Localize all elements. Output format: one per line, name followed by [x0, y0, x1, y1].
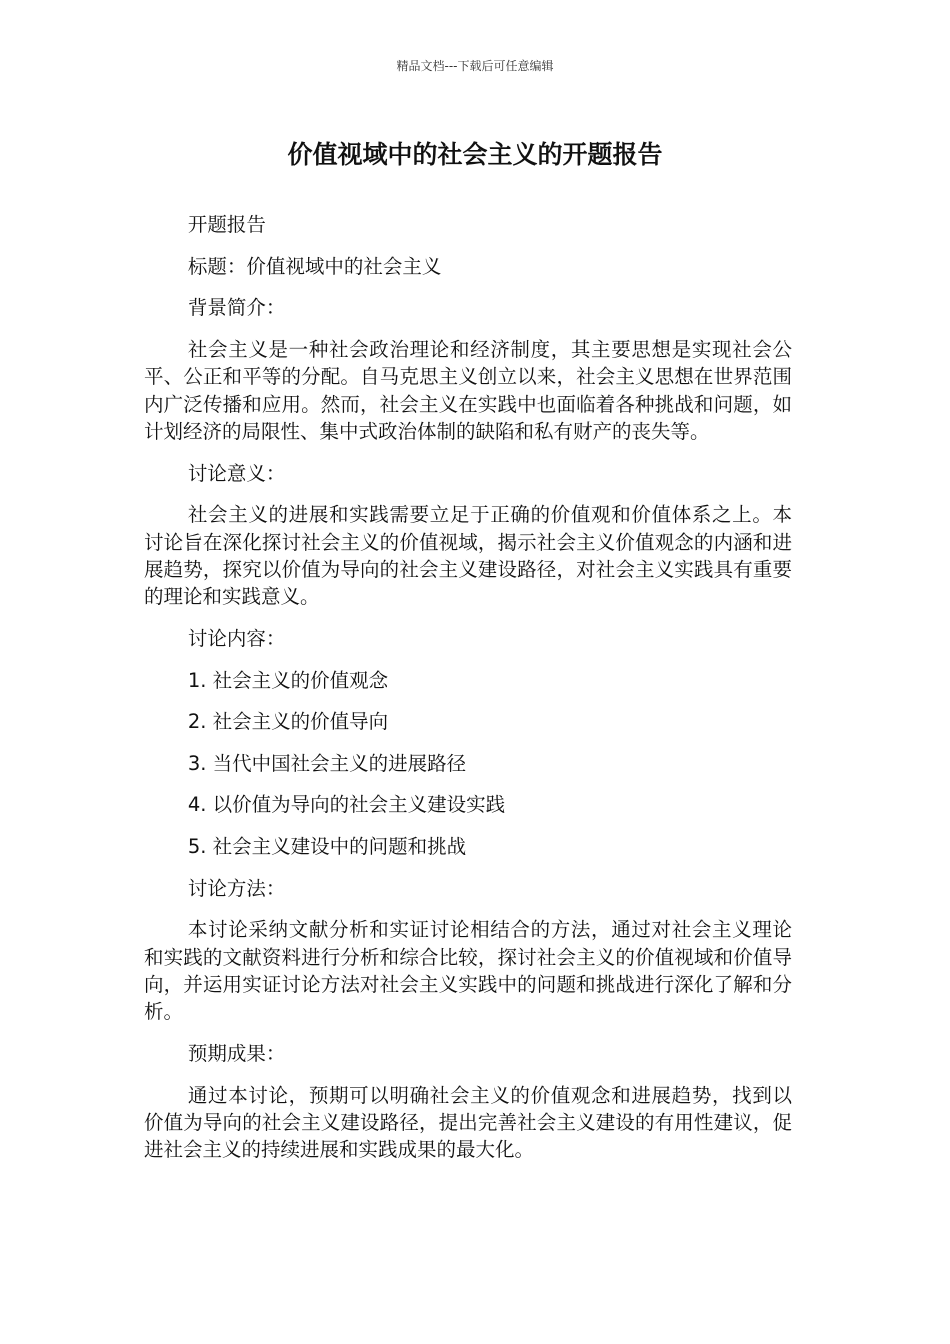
- subject-line: 标题：价值视域中的社会主义: [187, 254, 442, 278]
- document-body: [144, 211, 792, 1178]
- background-paragraph: 社会主义是一种社会政治理论和经济制度，其主要思想是实现社会公平、公正和平等的分配。自马克思主义创立以来，社会主义思想在世界范围内广泛传播和应用。然而，社会主义在实践中也面临着各种挑战和问题，如计划经济的局限性、集中式政治体制的缺陷和私有财产的丧失等。: [144, 337, 792, 443]
- content-list: [144, 667, 792, 861]
- content-heading: 讨论内容：: [187, 627, 286, 650]
- results-paragraph: 通过本讨论，预期可以明确社会主义的价值观念和进展趋势，找到以价值为导向的社会主义建设路径，提出完善社会主义建设的有用性建议，促进社会主义的持续进展和实践成果的最大化。: [144, 1083, 792, 1162]
- list-item: 2. 社会主义的价值导向: [187, 710, 389, 734]
- document-title: 价值视域中的社会主义的开题报告: [287, 140, 663, 169]
- list-item: 4. 以价值为导向的社会主义建设实践: [187, 793, 506, 817]
- list-item: 5. 社会主义建设中的问题和挑战: [187, 834, 467, 858]
- header-note: 精品文档---下载后可任意编辑: [396, 59, 554, 73]
- report-label: 开题报告: [187, 213, 266, 236]
- background-heading: 背景简介：: [187, 296, 286, 320]
- list-item: 3. 当代中国社会主义的进展路径: [187, 751, 467, 775]
- significance-heading: 讨论意义：: [187, 461, 286, 485]
- significance-paragraph: 社会主义的进展和实践需要立足于正确的价值观和价值体系之上。本讨论旨在深化探讨社会主义的价值视域，揭示社会主义价值观念的内涵和进展趋势，探究以价值为导向的社会主义建设路径，对社会主义实践具有重要的理论和实践意义。: [144, 503, 792, 609]
- method-heading: 讨论方法：: [187, 876, 286, 900]
- results-heading: 预期成果：: [187, 1041, 286, 1065]
- list-item: 1. 社会主义的价值观念: [187, 668, 389, 692]
- method-paragraph: 本讨论采纳文献分析和实证讨论相结合的方法，通过对社会主义理论和实践的文献资料进行分析和综合比较，探讨社会主义的价值视域和价值导向，并运用实证讨论方法对社会主义实践中的问题和挑战进行深化了解和分析。: [144, 918, 792, 1024]
